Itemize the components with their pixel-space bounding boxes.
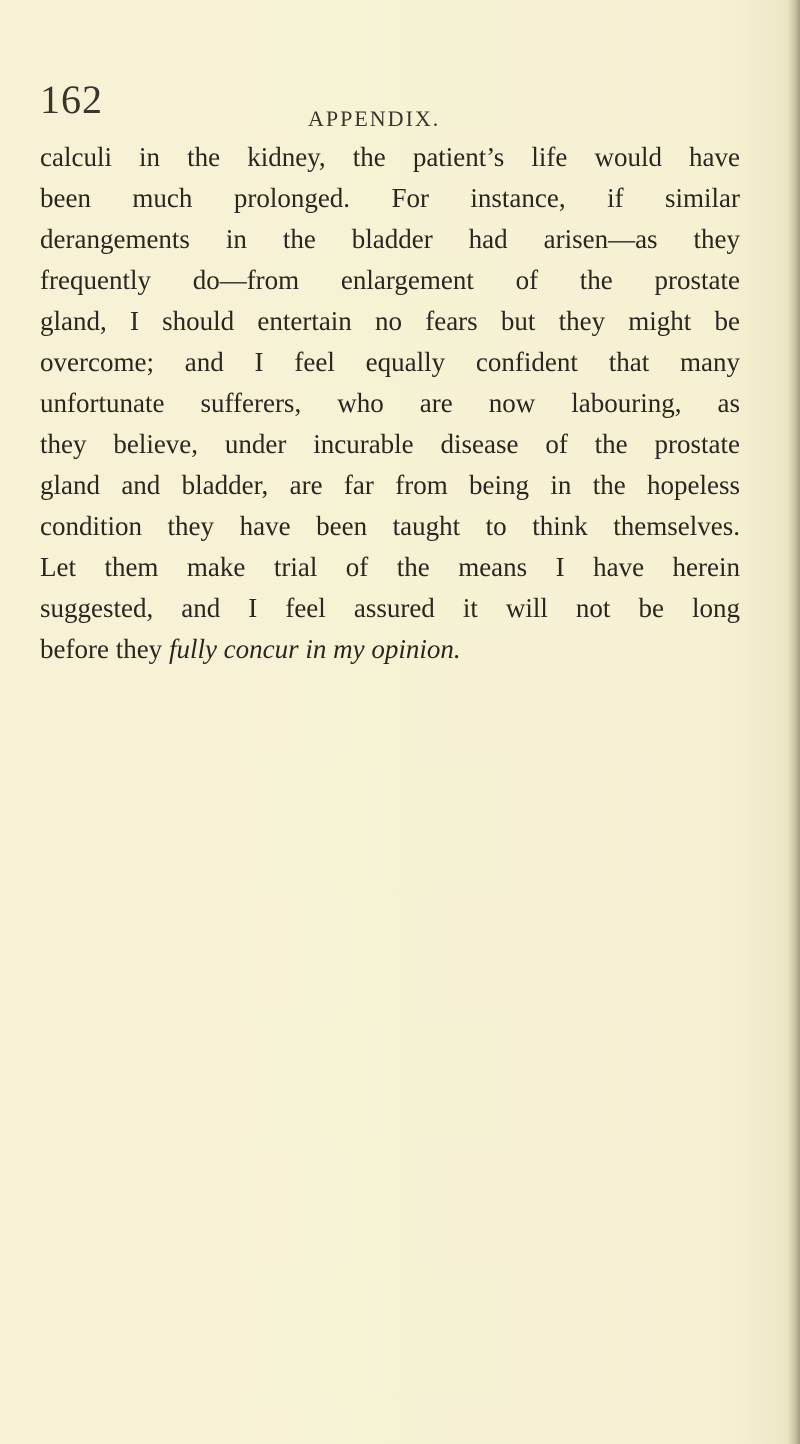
last-line-italic: fully concur in my opinion. — [168, 634, 461, 664]
text-line: calculi in the kidney, the patient’s life would have — [40, 142, 740, 172]
text-line: condition they have been taught to think themselves. — [40, 511, 740, 541]
text-line: overcome; and I feel equally confident that many — [40, 347, 740, 377]
text-line: derangements in the bladder had arisen—as they — [40, 224, 740, 254]
text-line: they believe, under incurable disease of the prostate — [40, 429, 740, 459]
text-line: been much prolonged. For instance, if similar — [40, 183, 740, 213]
page-number: 162 — [40, 77, 103, 122]
page-edge-shadow — [788, 0, 800, 1444]
last-line-plain: before they — [40, 634, 169, 664]
text-line: unfortunate sufferers, who are now labouring, as — [40, 388, 740, 418]
running-head: APPENDIX. — [308, 106, 441, 131]
text-line: gland and bladder, are far from being in the hopeless — [40, 470, 740, 500]
body-paragraph — [40, 137, 740, 670]
text-line: Let them make trial of the means I have herein — [40, 552, 740, 582]
text-line-last — [40, 629, 740, 670]
text-line: gland, I should entertain no fears but they might be — [40, 306, 740, 336]
text-line: suggested, and I feel assured it will not be long — [40, 593, 740, 623]
text-line: frequently do—from enlargement of the prostate — [40, 265, 740, 295]
